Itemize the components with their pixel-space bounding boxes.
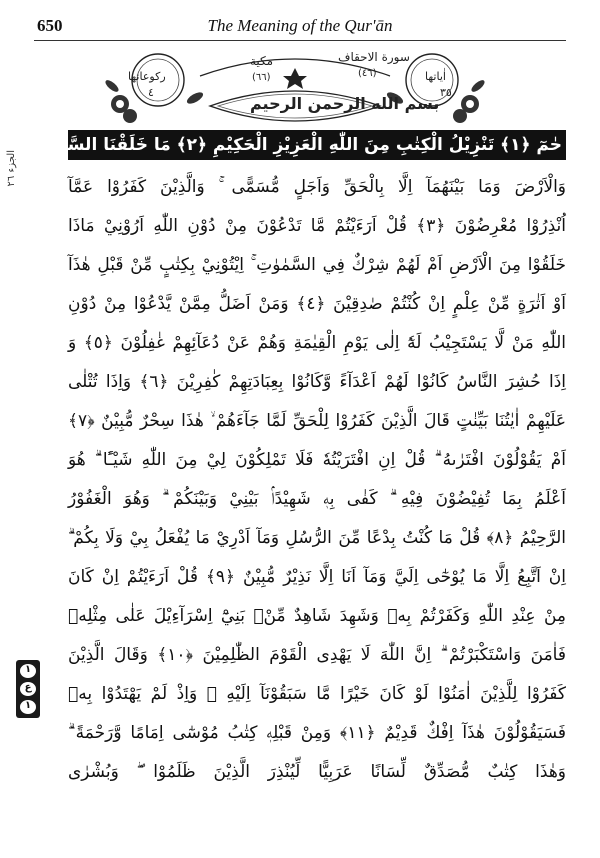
verse-line-14: فَاٰمَنَ وَاسْتَكْبَرْتُمْ ۗ اِنَّ اللّٰهَ لَا يَهْدِى الْقَوْمَ الظّٰلِمِيْنَ ﴿١٠﴾ وَقَالَ الَّذِيْنَ <box>68 645 566 665</box>
verse-line-5: اَوْ اَثٰرَةٍ مِّنْ عِلْمٍ اِنْ كُنْتُمْ صٰدِقِيْنَ ﴿٤﴾ وَمَنْ اَضَلُّ مِمَّنْ يَّدْعُوْا مِنْ دُوْنِ <box>68 294 566 314</box>
ruku-count-label: رکوعاتها <box>128 70 166 83</box>
verse-line-2: وَالْاَرْضَ وَمَا بَيْنَهُمَآ اِلَّا بِالْحَقِّ وَاَجَلٍ مُّسَمًّى ۚ وَالَّذِيْنَ كَفَرُوْا عَمَّآ <box>68 177 566 197</box>
verse-line-11: الرَّحِيْمُ ﴿٨﴾ قُلْ مَا كُنْتُ بِدْعًا مِّنَ الرُّسُلِ وَمَآ اَدْرِيْ مَا يُفْعَلُ بِيْ وَلَا بِكُمْ ۗ <box>68 528 566 548</box>
verse-line-7: اِذَا حُشِرَ النَّاسُ كَانُوْا لَهُمْ اَعْدَآءً وَّكَانُوْا بِعِبَادَتِهِمْ كٰفِرِيْنَ ﴿٦﴾ وَاِذَا تُتْلٰى <box>68 372 567 392</box>
quran-text-block <box>28 130 567 793</box>
basmala: بسم الله الرحمن الرحيم <box>250 94 440 113</box>
verse-line-1: حٰمٓ ﴿١﴾ تَنْزِيْلُ الْكِتٰبِ مِنَ اللّٰهِ الْعَزِيْزِ الْحَكِيْمِ ﴿٢﴾ مَا خَلَقْنَا السَّمٰوٰتِ <box>68 130 566 160</box>
ruku-count: ٤ <box>148 86 154 99</box>
verse-line-6: اللّٰهِ مَنْ لَّا يَسْتَجِيْبُ لَهٗٓ اِلٰى يَوْمِ الْقِيٰمَةِ وَهُمْ عَنْ دُعَآئِهِمْ غٰفِلُوْنَ ﴿٥﴾ وَ <box>68 333 567 353</box>
surah-header-ornament <box>100 46 490 128</box>
page-number: 650 <box>37 16 63 35</box>
verse-line-16: فَسَيَقُوْلُوْنَ هٰذَآ اِفْكٌ قَدِيْمٌ ﴿١١﴾ وَمِنْ قَبْلِهٖ كِتٰبُ مُوْسٰٓى اِمَامًا وَّرَحْمَةً ۗ <box>68 723 566 743</box>
ruku-marker-top: ١ <box>20 664 36 678</box>
verse-line-12: اِنْ اَتَّبِعُ اِلَّا مَا يُوْحٰٓى اِلَيَّ وَمَآ اَنَا اِلَّا نَذِيْرٌ مُّبِيْنٌ ﴿٩﴾ قُلْ اَرَءَيْتُمْ اِنْ كَانَ <box>68 567 566 587</box>
ayah-count: ٣٥ <box>440 86 452 99</box>
verse-line-13: مِنْ عِنْدِ اللّٰهِ وَكَفَرْتُمْ بِهٖ وَشَهِدَ شَاهِدٌ مِّنْۢ بَنِيْٓ اِسْرَآءِيْلَ عَلٰى مِثْلِهٖ <box>68 606 566 626</box>
running-title: The Meaning of the Qur'ān <box>207 16 393 35</box>
revelation-label: مكية <box>250 54 274 68</box>
ruku-marker-middle: ع <box>20 682 36 696</box>
verse-line-17: وَهٰذَا كِتٰبٌ مُّصَدِّقٌ لِّسَانًا عَرَبِيًّا لِّيُنْذِرَ الَّذِيْنَ ظَلَمُوْا ۖ وَبُشْرٰى <box>68 762 566 782</box>
verse-line-4: خَلَقُوْا مِنَ الْاَرْضِ اَمْ لَهُمْ شِرْكٌ فِي السَّمٰوٰتِ ۚ اِيْتُوْنِيْ بِكِتٰبٍ مِّنْ قَبْلِ هٰذَآ <box>68 255 566 275</box>
verse-line-9: اَمْ يَقُوْلُوْنَ افْتَرٰىهُ ۗ قُلْ اِنِ افْتَرَيْتُهٗ فَلَا تَمْلِكُوْنَ لِيْ مِنَ اللّٰهِ شَيْـًٔا ۗ هُوَ <box>68 450 566 470</box>
juz-marker: الجزء ٢٦ <box>6 150 17 187</box>
verse-line-8: عَلَيْهِمْ اٰيٰتُنَا بَيِّنٰتٍ قَالَ الَّذِيْنَ كَفَرُوْا لِلْحَقِّ لَمَّا جَآءَهُمْ ۙ هٰذَا سِحْرٌ مُّبِيْنٌ ﴿٧﴾ <box>68 411 566 431</box>
verse-line-10: اَعْلَمُ بِمَا تُفِيْضُوْنَ فِيْهِ ۗ كَفٰى بِهٖ شَهِيْدًاۢ بَيْنِيْ وَبَيْنَكُمْ ۗ وَهُوَ الْغَفُوْرُ <box>68 489 566 509</box>
verse-line-3: اُنْذِرُوْا مُعْرِضُوْنَ ﴿٣﴾ قُلْ اَرَءَيْتُمْ مَّا تَدْعُوْنَ مِنْ دُوْنِ اللّٰهِ اَرُوْنِيْ مَاذَا <box>68 216 566 236</box>
surah-title: سورة الاحقاف <box>338 50 410 64</box>
ruku-marker-bottom: ١ <box>20 700 36 714</box>
ornament-frame-icon <box>100 46 490 128</box>
revelation-order: (٦٦) <box>252 72 271 83</box>
header-rule <box>34 40 566 41</box>
verse-line-15: كَفَرُوْا لِلَّذِيْنَ اٰمَنُوْا لَوْ كَانَ خَيْرًا مَّا سَبَقُوْنَآ اِلَيْهِ ۗ وَاِذْ لَمْ يَهْتَدُوْا بِهٖ <box>68 684 566 704</box>
ayah-count-label: اٰیاتها <box>425 70 446 83</box>
surah-number: (٤٦) <box>358 68 377 79</box>
ruku-marker-icon <box>16 660 40 718</box>
